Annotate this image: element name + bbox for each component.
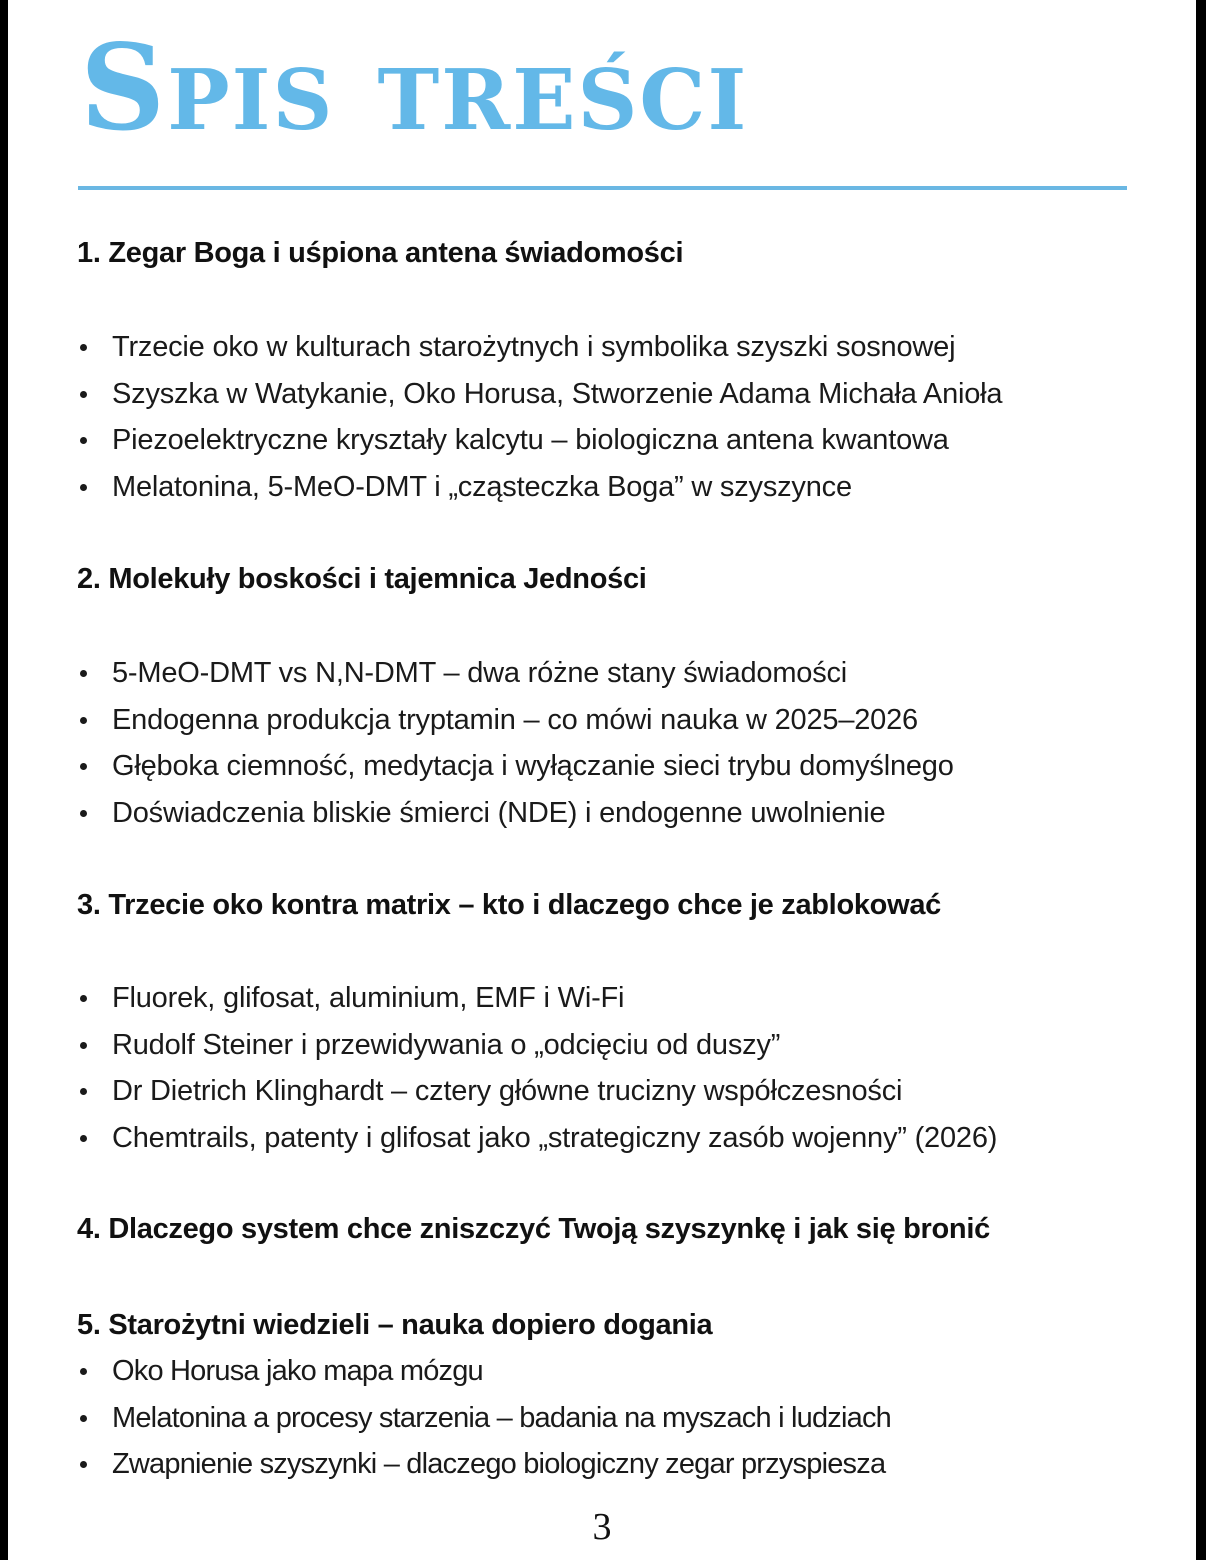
bullet-icon: [80, 1135, 87, 1142]
section-heading[interactable]: 5. Starożytni wiedzieli – nauka dopiero dogania: [77, 1309, 713, 1341]
section-heading[interactable]: 3. Trzecie oko kontra matrix – kto i dlaczego chce je zablokować: [77, 889, 942, 921]
bullet-icon: [80, 1461, 87, 1468]
bullet-icon: [80, 437, 87, 444]
toc-item[interactable]: [77, 464, 1002, 511]
page-number: 3: [592, 1506, 612, 1548]
toc-section-5: [77, 1302, 1177, 1480]
bullet-icon: [80, 995, 87, 1002]
toc-item-label: Fluorek, glifosat, aluminium, EMF i Wi-Fi: [112, 982, 625, 1014]
section-heading[interactable]: 2. Molekuły boskości i tajemnica Jedności: [77, 563, 647, 595]
bullet-icon: [80, 1368, 87, 1375]
toc-section-3: [77, 882, 1177, 1154]
toc-item[interactable]: [77, 790, 954, 837]
toc-item-label: Melatonina, 5-MeO-DMT i „cząsteczka Boga” w szyszynce: [112, 470, 852, 503]
toc-item[interactable]: [77, 743, 954, 790]
toc-item-label: Piezoelektryczne kryształy kalcytu – biologiczna antena kwantowa: [112, 424, 949, 456]
toc-item[interactable]: [77, 1115, 997, 1162]
title-divider: [78, 186, 1127, 190]
toc-item-label: Dr Dietrich Klinghardt – cztery główne trucizny współczesności: [112, 1075, 903, 1107]
toc-item[interactable]: [77, 697, 954, 744]
section-heading[interactable]: 4. Dlaczego system chce zniszczyć Twoją szyszynkę i jak się bronić: [77, 1213, 990, 1245]
toc-item[interactable]: [77, 324, 1002, 371]
toc-item-label: Oko Horusa jako mapa mózgu: [112, 1355, 483, 1387]
toc-item[interactable]: [77, 1348, 891, 1395]
bullet-icon: [80, 391, 87, 398]
bullet-icon: [80, 717, 87, 724]
toc-item-label: Melatonina a procesy starzenia – badania na myszach i ludziach: [112, 1401, 891, 1434]
section-items: [77, 1348, 891, 1488]
toc-item-label: Zwapnienie szyszynki – dlaczego biologiczny zegar przyspiesza: [112, 1448, 886, 1480]
bullet-icon: [80, 1088, 87, 1095]
toc-item[interactable]: [77, 1068, 997, 1115]
toc-item[interactable]: [77, 417, 1002, 464]
toc-item-label: Chemtrails, patenty i glifosat jako „strategiczny zasób wojenny” (2026): [112, 1121, 998, 1154]
toc-item-label: Rudolf Steiner i przewidywania o „odcięciu od duszy”: [112, 1028, 781, 1061]
bullet-icon: [80, 344, 87, 351]
toc-item[interactable]: [77, 1395, 891, 1442]
section-heading[interactable]: 1. Zegar Boga i uśpiona antena świadomości: [77, 237, 684, 269]
section-items: [77, 975, 997, 1161]
toc-section-1: [77, 230, 1177, 503]
page-title: Spis treści: [80, 18, 749, 157]
toc-item-label: Trzecie oko w kulturach starożytnych i symbolika szyszki sosnowej: [112, 331, 956, 363]
toc-item-label: Doświadczenia bliskie śmierci (NDE) i endogenne uwolnienie: [112, 796, 886, 829]
section-items: [77, 650, 954, 836]
section-items: [77, 324, 1002, 510]
bullet-icon: [80, 810, 87, 817]
toc-item-label: Głęboka ciemność, medytacja i wyłączanie sieci trybu domyślnego: [112, 750, 954, 782]
document-page: [8, 0, 1196, 1560]
toc-item[interactable]: [77, 1441, 891, 1488]
toc-item[interactable]: [77, 975, 997, 1022]
bullet-icon: [80, 670, 87, 677]
toc-item-label: 5-MeO-DMT vs N,N-DMT – dwa różne stany świadomości: [112, 657, 848, 689]
bullet-icon: [80, 484, 87, 491]
bullet-icon: [80, 1042, 87, 1049]
bullet-icon: [80, 1415, 87, 1422]
toc-item[interactable]: [77, 1022, 997, 1069]
toc-item[interactable]: [77, 371, 1002, 418]
toc-item-label: Endogenna produkcja tryptamin – co mówi nauka w 2025–2026: [112, 703, 918, 736]
toc-item-label: Szyszka w Watykanie, Oko Horusa, Stworzenie Adama Michała Anioła: [112, 377, 1003, 410]
toc-section-2: [77, 556, 1177, 829]
bullet-icon: [80, 763, 87, 770]
toc-item[interactable]: [77, 650, 954, 697]
toc-section-4: [77, 1206, 1177, 1252]
